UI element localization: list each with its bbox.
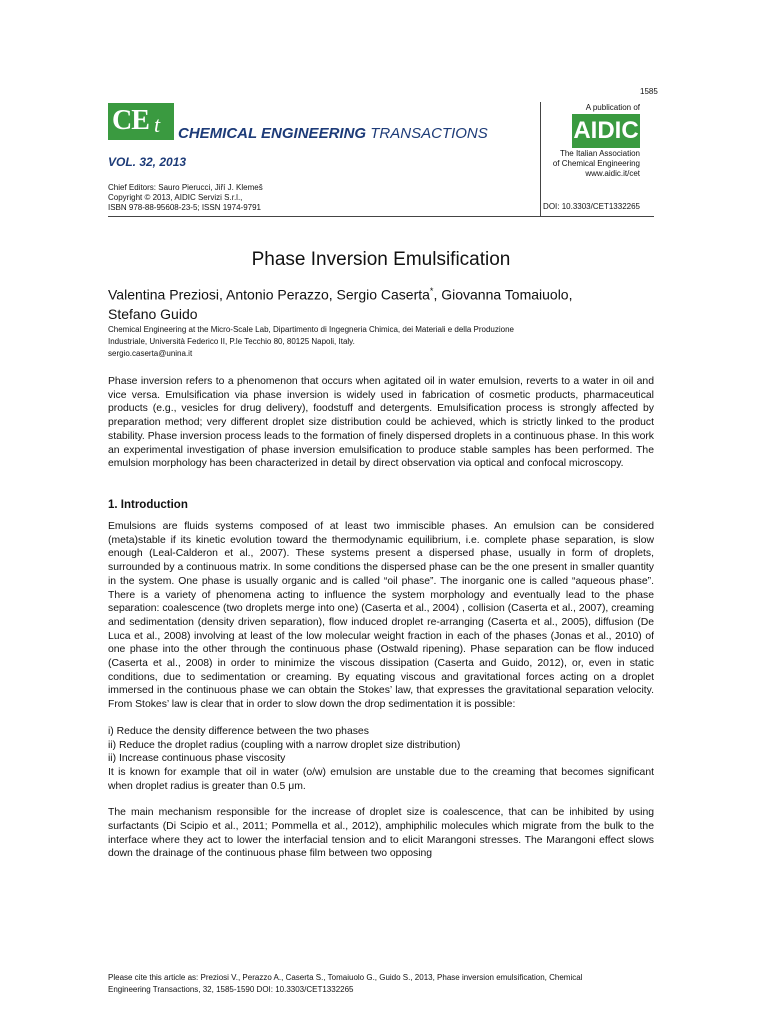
doi-label: DOI: 10.3303/CET1332265 bbox=[543, 202, 640, 211]
association-line-2: of Chemical Engineering bbox=[552, 159, 640, 168]
intro-paragraph-1: Emulsions are fluids systems composed of at least two immiscible phases. An emulsion can be considered (meta)stable if its kinetic evolution toward the thermodynamic equilibrium, i.e. complete phase separation, is slow enough (Leal-Calderon et al., 2007). These systems present a dispersed phase, usually in form of droplets, surrounded by a continuous matrix. In some conditions the dispersed phase can be the one present in smaller quantity in the system. One phase is usually organic and is called “oil phase”. The inorganic one is called “aqueous phase”. There is a variety of phenomena acting to influence the system morphology and eventually lead to the phase separation: coalescence (two droplets merge into one) (Caserta et al., 2004) , collision (Caserta et al., 2007), creaming and sedimentation (density driven separation), flow induced droplet re-arranging (Caserta et al., 2005), diffusion (De Luca et al., 2008) involving at least of the low molecular weight fraction in each of the phases (Jonas et al., 2010) of one phase into the other through the continuous phase (Ostwald ripening). Phase separation can be flow induced (Caserta et al., 2008) in order to minimize the viscous dissipation (Caserta and Guido, 2012), or, even in static conditions, due to sedimentation or creaming. By equating viscous and gravitational forces acting on a droplet immersed in the continuous phase we can obtain the Stokes’ law, that expresses the gravitational separation velocity. From Stokes’ law is clear that in order to slow down the drop sedimentation it is possible: bbox=[108, 521, 654, 711]
section-heading-introduction: 1. Introduction bbox=[108, 499, 188, 511]
affiliation-line-2: Industriale, Università Federico II, P.le Tecchio 80, 80125 Napoli, Italy. bbox=[108, 337, 355, 346]
association-line-1: The Italian Association bbox=[559, 149, 640, 158]
editorial-meta bbox=[108, 183, 263, 213]
meta-copyright: Copyright © 2013, AIDIC Servizi S.r.l., bbox=[108, 193, 243, 202]
introduction-body bbox=[108, 520, 654, 861]
list-item: ii) Reduce the droplet radius (coupling with a narrow droplet size distribution) bbox=[108, 739, 461, 751]
volume-label: VOL. 32, 2013 bbox=[108, 155, 187, 169]
abstract bbox=[108, 375, 654, 471]
publication-of: A publication of bbox=[585, 103, 640, 112]
cet-logo bbox=[108, 103, 174, 140]
authors-rest: , Giovanna Tomaiuolo, bbox=[433, 286, 573, 303]
citation-line-2: Engineering Transactions, 32, 1585-1590 DOI: 10.3303/CET1332265 bbox=[108, 985, 354, 994]
meta-isbn: ISBN 978-88-95608-23-5; ISSN 1974-9791 bbox=[108, 203, 261, 212]
affiliation bbox=[108, 324, 654, 360]
journal-name-thin: TRANSACTIONS bbox=[370, 125, 488, 142]
logo-ce-text: CE bbox=[112, 105, 149, 136]
intro-paragraph-2: It is known for example that oil in water (o/w) emulsion are unstable due to the creaming that becomes significant when droplet radius is greater than 0.5 μm. bbox=[108, 766, 654, 792]
corresponding-mark: * bbox=[429, 286, 434, 296]
header-divider bbox=[108, 216, 654, 217]
author-list bbox=[108, 282, 654, 324]
citation-line-1: Please cite this article as: Preziosi V., Perazzo A., Caserta S., Tomaiuolo G., Guido S., 2013, Phase inversion emulsification, Chemical bbox=[108, 973, 583, 982]
article-title: Phase Inversion Emulsification bbox=[251, 249, 511, 270]
list-item: ii) Increase continuous phase viscosity bbox=[108, 753, 286, 765]
intro-paragraph-3: The main mechanism responsible for the increase of droplet size is coalescence, that can be inhibited by using surfactants (Di Scipio et al., 2011; Pommella et al., 2012), amphiphilic molecules which migrate from the bulk to the interface where they act to lower the interfacial tension and to elicit Marangoni stresses. The Marangoni effect slows down the drainage of the continuous phase film between two opposing bbox=[108, 807, 654, 860]
contact-email[interactable]: sergio.caserta@unina.it bbox=[108, 349, 193, 358]
journal-name bbox=[178, 125, 488, 142]
aidic-logo: AIDIC bbox=[572, 114, 640, 148]
association-url[interactable]: www.aidic.it/cet bbox=[585, 169, 640, 178]
page-number: 1585 bbox=[640, 87, 658, 96]
association-info bbox=[530, 149, 640, 179]
authors-last: Stefano Guido bbox=[108, 305, 198, 322]
affiliation-line-1: Chemical Engineering at the Micro-Scale Lab, Dipartimento di Ingegneria Chimica, dei Materiali e della Produzione bbox=[108, 325, 514, 334]
logo-t-text: t bbox=[154, 112, 161, 137]
meta-editors: Chief Editors: Sauro Pierucci, Jiří J. Klemeš bbox=[108, 183, 263, 192]
authors-first: Valentina Preziosi, Antonio Perazzo, Sergio Caserta bbox=[108, 286, 430, 303]
stokes-list bbox=[108, 725, 654, 766]
abstract-text: Phase inversion refers to a phenomenon that occurs when agitated oil in water emulsion, reverts to a water in oil and vice versa. Emulsification via phase inversion is widely used in fabrication of cosmetic products, pharmaceutical products (e.g., vesicles for drug delivery), foodstuff and detergents. Emulsification process is strongly affected by preparation method; very different droplet size distribution could be achieved, which is strictly linked to the product stability. Phase inversion process leads to the formation of finely dispersed droplets in a continuous phase. In this work an experimental investigation of phase inversion emulsification to produce stable samples has been performed. The emulsion morphology has been characterized in detail by direct observation via optical and confocal microscopy. bbox=[108, 376, 654, 470]
list-item: i) Reduce the density difference between the two phases bbox=[108, 725, 369, 737]
citation-footer bbox=[108, 972, 654, 996]
journal-name-bold: CHEMICAL ENGINEERING bbox=[178, 125, 367, 142]
